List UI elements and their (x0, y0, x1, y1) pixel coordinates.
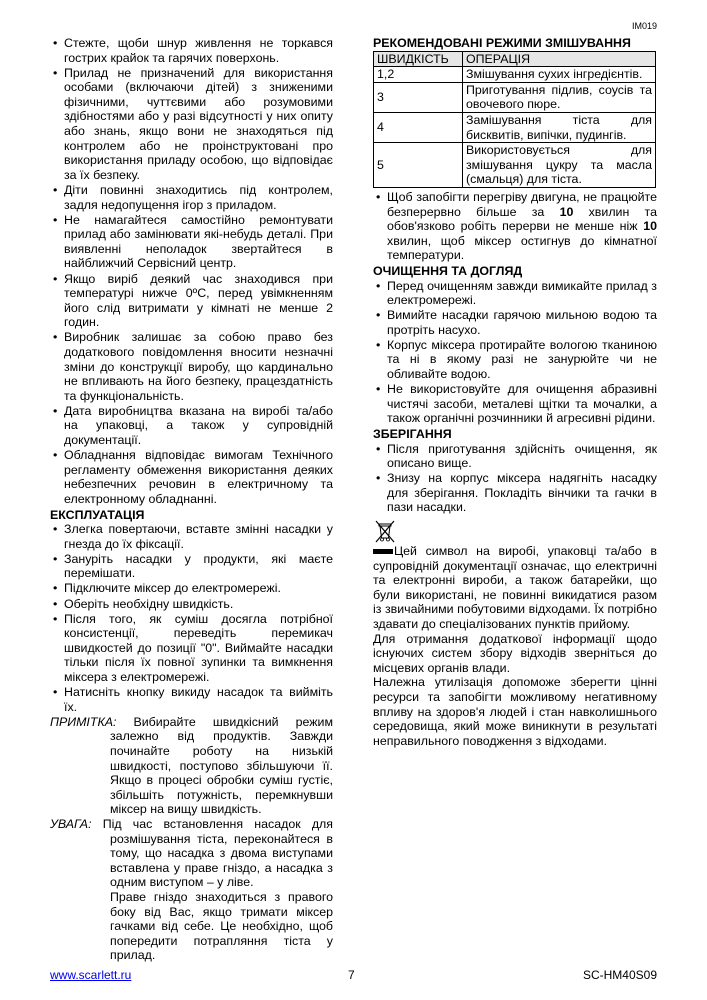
overheat-text: хвилин та обов'язково робіть перерви не менше ніж (387, 204, 657, 234)
safety-item: • Обладнання відповідає вимогам Технічного регламенту обмеження використання деяких небезпечних речовин в електричному та електронному обладнанні. (50, 448, 333, 506)
operation-cell: Замішування тіста для бисквитів, випічки, пудингів. (463, 112, 656, 142)
speed-cell: 5 (374, 143, 463, 188)
operation-cell: Використовується для змішування цукру та масла (смальця) для тіста. (463, 143, 656, 188)
safety-item: • Діти повинні знаходитись під контролем, задля недопущення ігор з приладом. (50, 183, 333, 212)
table-row (374, 67, 656, 83)
speed-cell: 1,2 (374, 67, 463, 83)
website-link[interactable]: www.scarlett.ru (50, 968, 132, 982)
cleaning-item: • Перед очищенням завжди вимикайте прилад з електромережі. (373, 279, 657, 308)
safety-item: • Не намагайтеся самостійно ремонтувати прилад або замінювати які-небудь деталі. При виявленні неполадок звертайтеся в найближчий Сервісний центр. (50, 213, 333, 271)
weee-info-paragraph: Для отримання додаткової інформації щодо існуючих систем збору відходів зверніться до місцевих органів влади. (373, 631, 657, 675)
safety-item: • Стежте, щоби шнур живлення не торкався гострих крайок та гарячих поверхонь. (50, 36, 333, 65)
left-column (50, 36, 333, 963)
safety-item: • Дата виробництва вказана на виробі та/або на упаковці, а також у супровідній документації. (50, 404, 333, 448)
safety-item: • Якщо виріб деякий час знаходився при температурі нижче 0ºС, перед увімкненням його слід витримати у кімнаті не менше 2 годин. (50, 272, 333, 330)
operation-item: • Натисніть кнопку викиду насадок та вийміть їх. (50, 685, 333, 714)
overheat-minutes: 10 (559, 204, 574, 219)
note-paragraph (50, 715, 333, 817)
document-id: IM019 (631, 21, 657, 31)
weee-text: Цей символ на виробі, упаковці та/або в супровідній документації означає, що електричні та електронні вироби, а також батарейки, що були використані, не повинні викидатися разом із звичайними побутовими відходами. Їх потрібно здавати до спеціалізованих пунктів прийому. (373, 544, 657, 631)
mixing-modes-table (373, 51, 656, 188)
table-header-row (374, 51, 656, 67)
cleaning-item: • Не використовуйте для очищення абразивні чистячі засоби, металеві щітки та мочалки, а також органічні розчинники й агресивні рідини. (373, 382, 657, 426)
warning-text: Під час встановлення насадок для розмішування тіста, переконайтеся в тому, що насадка з двома виступами вставлена у праве гніздо, а насадка з одним виступом – у ліве. (91, 816, 333, 890)
storage-item: • Після приготування здійсніть очищення, як описано вище. (373, 442, 657, 471)
crossed-bin-icon (373, 518, 397, 544)
modes-heading: РЕКОМЕНДОВАНІ РЕЖИМИ ЗМІШУВАННЯ (373, 36, 631, 50)
operation-heading: ЕКСПЛУАТАЦІЯ (50, 507, 145, 522)
operation-item: • Після того, як суміш досягла потрібної консистенції, переведіть перемикач швидкостей до позиції "0". Виймайте насадки тільки після їх повної зупинки та вимкнення міксера з електромережі. (50, 612, 333, 685)
overheat-text: Щоб запобігти перегріву двигуна, не працюйте безперервно більше за (387, 189, 657, 219)
weee-disposal-paragraph: Належна утилізація допоможе зберегти цінні ресурси та запобігти можливому негативному впливу на здоров'я людей і стан навколишнього середовища, який може виникнути в результаті неправильного поводження з відходами. (373, 675, 657, 748)
operation-item: • Підключите міксер до електромережі. (50, 581, 333, 596)
operation-item: • Оберіть необхідну швидкість. (50, 597, 333, 612)
overheat-minutes: 10 (643, 219, 657, 234)
cleaning-item: • Корпус міксера протирайте вологою тканиною та ні в якому разі не занурюйте чи не обливайте водою. (373, 338, 657, 382)
warning-continuation: Праве гніздо знаходиться з правого боку від Вас, якщо тримати міксер гачками від себе. Це необхідно, щоб попередити потрапляння тіста у прилад. (110, 889, 333, 963)
operation-cell: Змішування сухих інгредієнтів. (463, 67, 656, 83)
page-number: 7 (348, 968, 355, 982)
cleaning-heading: ОЧИЩЕННЯ ТА ДОГЛЯД (373, 263, 523, 278)
overheat-text: хвилин, щоб міксер остигнув до кімнатної температури. (387, 233, 657, 263)
header-operation: ОПЕРАЦІЯ (463, 51, 656, 67)
note-text: Вибирайте швидкісний режим залежно від продуктів. Завжди починайте роботу на низькій швидкості, поступово збільшуючи її. Якщо в процесі обробки суміш густіє, збільшіть потужність, перемкнувши міксер на вищу швидкість. (110, 714, 333, 817)
warning-label: УВАГА: (50, 816, 92, 831)
safety-item: • Прилад не призначений для використання особами (включаючи дітей) з зниженими фізичними, чуттєвими або розумовими здібностями або у разі відсутності у них опиту або знань, якщо вони не знаходяться під контролем або не проінструктовані про використання приладу особою, що відповідає за їх безпеку. (50, 66, 333, 183)
header-speed: ШВИДКІСТЬ (374, 51, 463, 67)
weee-paragraph (373, 544, 657, 632)
model-number: SC-HM40S09 (582, 968, 657, 982)
storage-heading: ЗБЕРІГАННЯ (373, 426, 452, 441)
table-row (374, 143, 656, 188)
warning-paragraph (50, 817, 333, 890)
safety-item: • Виробник залишає за собою право без додаткового повідомлення вносити незначні зміни до конструкції виробу, що кардинально не впливають на його безпеку, працездатність та функціональність. (50, 330, 333, 403)
table-row (374, 112, 656, 142)
operation-item: • Злегка повертаючи, вставте змінні насадки у гнезда до їх фіксації. (50, 522, 333, 551)
operation-item: • Зануріть насадки у продукти, які маєте перемішати. (50, 552, 333, 581)
weee-icon-row (373, 518, 657, 544)
overheat-item (373, 190, 657, 263)
weee-bar-icon (373, 549, 393, 554)
speed-cell: 3 (374, 82, 463, 112)
storage-item: • Знизу на корпус міксера надягніть насадку для зберігання. Покладіть вінчики та гачки в пази насадки. (373, 471, 657, 515)
operation-cell: Приготування підлив, соусів та овочевого пюре. (463, 82, 656, 112)
note-label: ПРИМІТКА: (50, 714, 117, 729)
right-column (373, 36, 657, 748)
speed-cell: 4 (374, 112, 463, 142)
table-row (374, 82, 656, 112)
cleaning-item: • Вимийте насадки гарячою мильною водою та протріть насухо. (373, 308, 657, 337)
